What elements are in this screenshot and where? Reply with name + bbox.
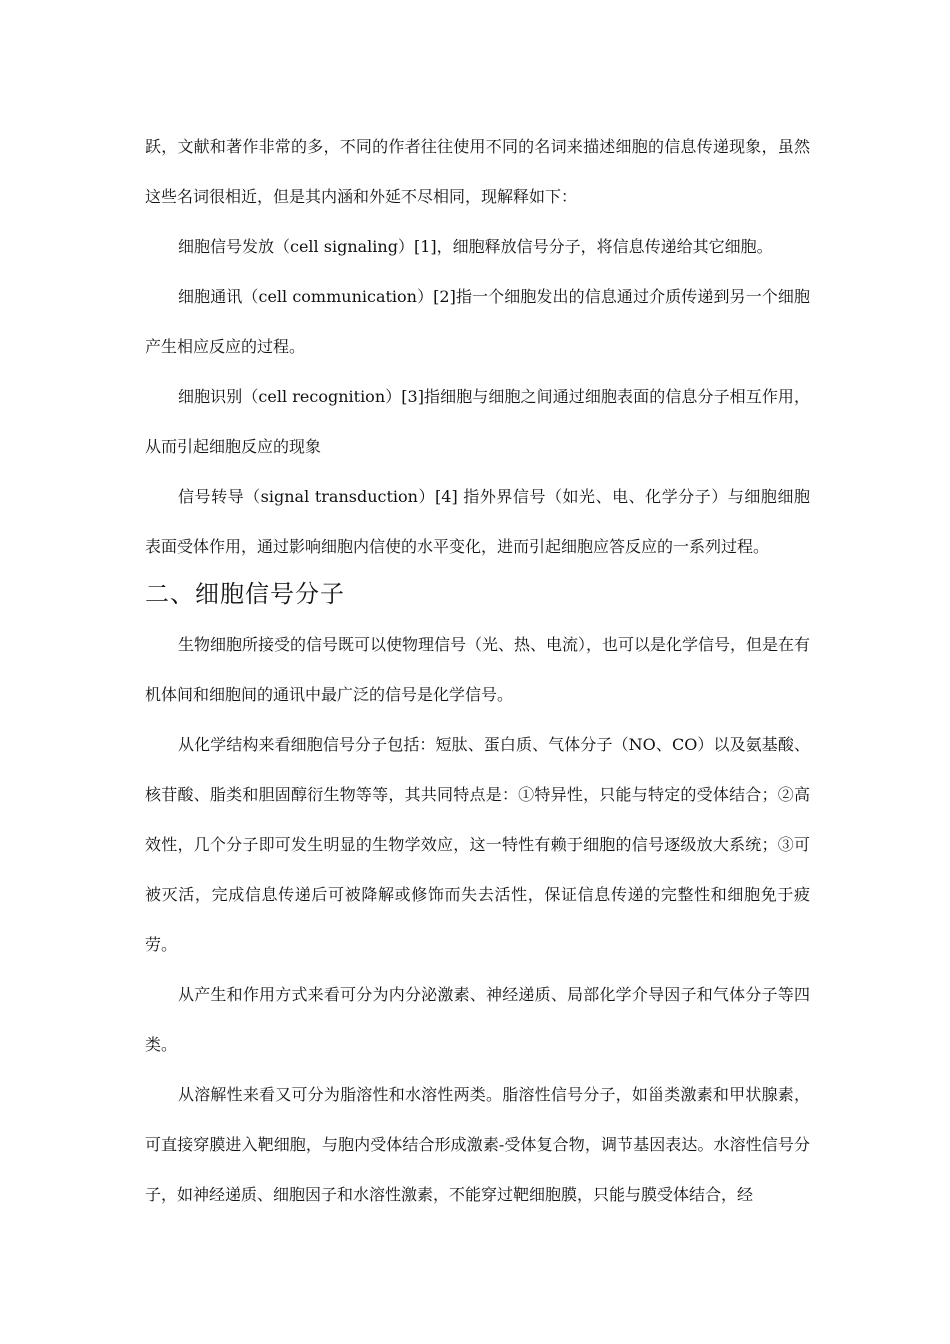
paragraph-solubility: 从溶解性来看又可分为脂溶性和水溶性两类。脂溶性信号分子，如甾类激素和甲状腺素，可直接穿膜进入靶细胞，与胞内受体结合形成激素-受体复合物，调节基因表达。水溶性信号分子，如神经递质、细胞因子和水溶性激素，不能穿过靶细胞膜，只能与膜受体结合，经 bbox=[145, 1085, 810, 1204]
paragraph-signal-types: 生物细胞所接受的信号既可以使物理信号（光、热、电流），也可以是化学信号，但是在有机体间和细胞间的通讯中最广泛的信号是化学信号。 bbox=[145, 635, 811, 704]
paragraph-production-mode: 从产生和作用方式来看可分为内分泌激素、神经递质、局部化学介导因子和气体分子等四类。 bbox=[145, 985, 810, 1054]
paragraph-cell-recognition: 细胞识别（cell recognition）[3]指细胞与细胞之间通过细胞表面的信息分子相互作用，从而引起细胞反应的现象 bbox=[145, 387, 810, 456]
paragraph-chemical-structure: 从化学结构来看细胞信号分子包括：短肽、蛋白质、气体分子（NO、CO）以及氨基酸、核苷酸、脂类和胆固醇衍生物等等，其共同特点是：①特异性，只能与特定的受体结合；②高效性，几个分子即可发生明显的生物学效应，这一特性有赖于细胞的信号逐级放大系统；③可被灭活，完成信息传递后可被降解或修饰而失去活性，保证信息传递的完整性和细胞免于疲劳。 bbox=[145, 735, 810, 954]
document-body bbox=[145, 122, 810, 1220]
paragraph-signal-transduction: 信号转导（signal transduction）[4] 指外界信号（如光、电、化学分子）与细胞细胞表面受体作用，通过影响细胞内信使的水平变化，进而引起细胞应答反应的一系列过程。 bbox=[145, 487, 810, 556]
section-heading: 二、细胞信号分子 bbox=[145, 580, 345, 608]
paragraph-cell-signaling: 细胞信号发放（cell signaling）[1]，细胞释放信号分子，将信息传递给其它细胞。 bbox=[178, 237, 773, 256]
paragraph-continuation: 跃，文献和著作非常的多，不同的作者往往使用不同的名词来描述细胞的信息传递现象，虽然这些名词很相近，但是其内涵和外延不尽相同，现解释如下： bbox=[145, 137, 810, 206]
paragraph-cell-communication: 细胞通讯（cell communication）[2]指一个细胞发出的信息通过介质传递到另一个细胞产生相应反应的过程。 bbox=[145, 287, 810, 356]
